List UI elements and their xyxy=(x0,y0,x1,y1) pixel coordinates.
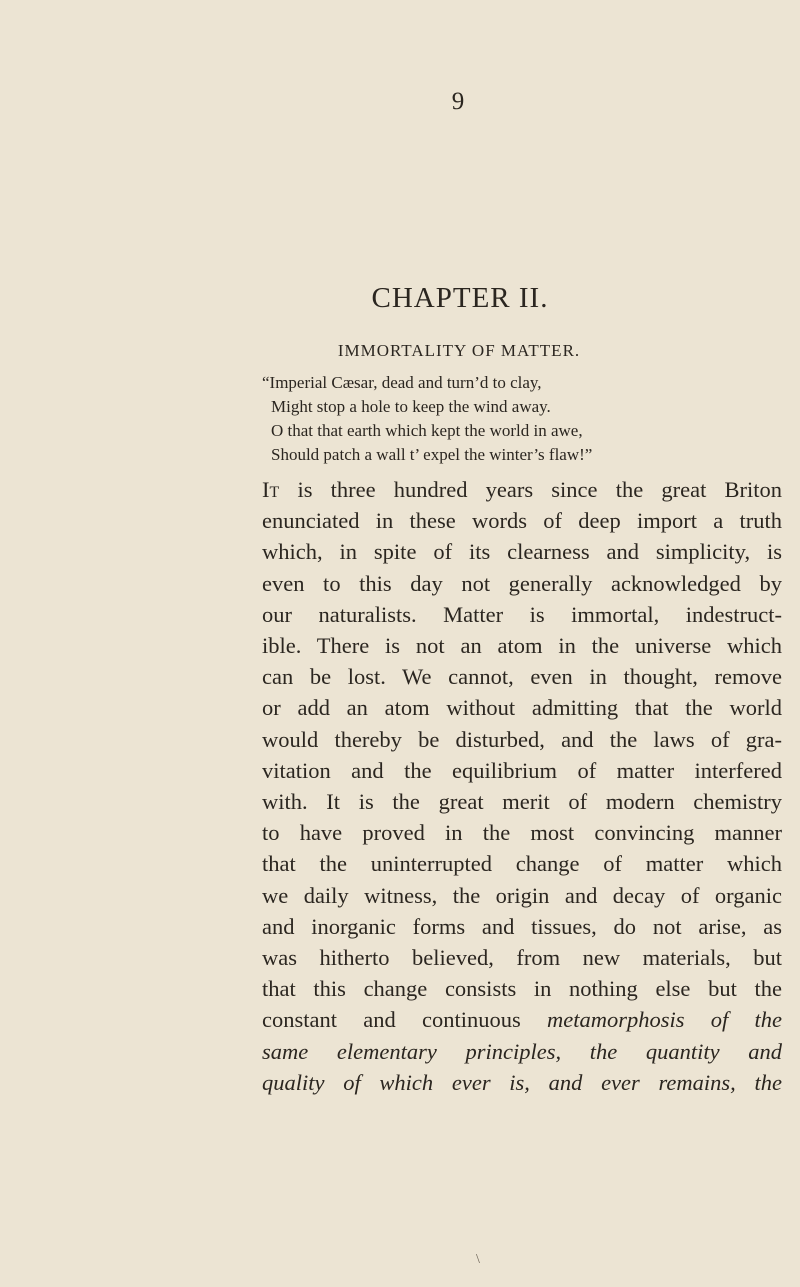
page-number: 9 xyxy=(451,88,465,115)
italic-phrase: metamorphosis of the xyxy=(546,1007,782,1033)
body-line: or add an atom without admitting that the world xyxy=(262,695,782,721)
body-line: was hitherto believed, from new materials, but xyxy=(262,945,782,971)
body-line: we daily witness, the origin and decay of organic xyxy=(262,882,782,908)
body-line: that the uninterrupted change of matter which xyxy=(262,851,782,877)
body-line: enunciated in these words of deep import a truth xyxy=(262,508,782,534)
body-line: and inorganic forms and tissues, do not arise, as xyxy=(262,913,782,939)
epigraph-line: Should patch a wall t’ expel the winter’s flaw!” xyxy=(271,445,593,464)
body-line: vitation and the equilibrium of matter interfered xyxy=(262,757,782,783)
body-paragraph xyxy=(262,474,782,1098)
body-line-text: is three hundred years since the great Briton xyxy=(279,477,782,502)
chapter-subtitle: IMMORTALITY OF MATTER. xyxy=(337,341,581,360)
epigraph-line: Might stop a hole to keep the wind away. xyxy=(271,397,551,416)
printer-mark: \ xyxy=(476,1252,480,1267)
body-line-text: constant and continuous xyxy=(262,1007,547,1033)
body-line xyxy=(262,474,782,505)
chapter-heading: CHAPTER II. xyxy=(371,282,549,314)
drop-word: It xyxy=(262,477,280,502)
body-line: quality of which ever is, and ever remains, the xyxy=(262,1069,782,1095)
body-line: that this change consists in nothing else but the xyxy=(262,976,782,1002)
body-line: our naturalists. Matter is immortal, indestruct- xyxy=(262,601,782,627)
epigraph xyxy=(262,371,762,467)
body-line: with. It is the great merit of modern chemistry xyxy=(262,789,782,815)
body-line: same elementary principles, the quantity and xyxy=(262,1038,782,1064)
body-line: even to this day not generally acknowledged by xyxy=(262,570,782,596)
epigraph-line: O that that earth which kept the world in awe, xyxy=(271,421,583,440)
epigraph-line: “Imperial Cæsar, dead and turn’d to clay, xyxy=(262,373,542,392)
body-line: can be lost. We cannot, even in thought, remove xyxy=(262,664,782,690)
body-line xyxy=(262,1004,782,1035)
body-line: would thereby be disturbed, and the laws of gra- xyxy=(262,726,782,752)
body-line: ible. There is not an atom in the universe which xyxy=(262,633,782,659)
body-line: which, in spite of its clearness and simplicity, is xyxy=(262,539,782,565)
body-line: to have proved in the most convincing manner xyxy=(262,820,782,846)
